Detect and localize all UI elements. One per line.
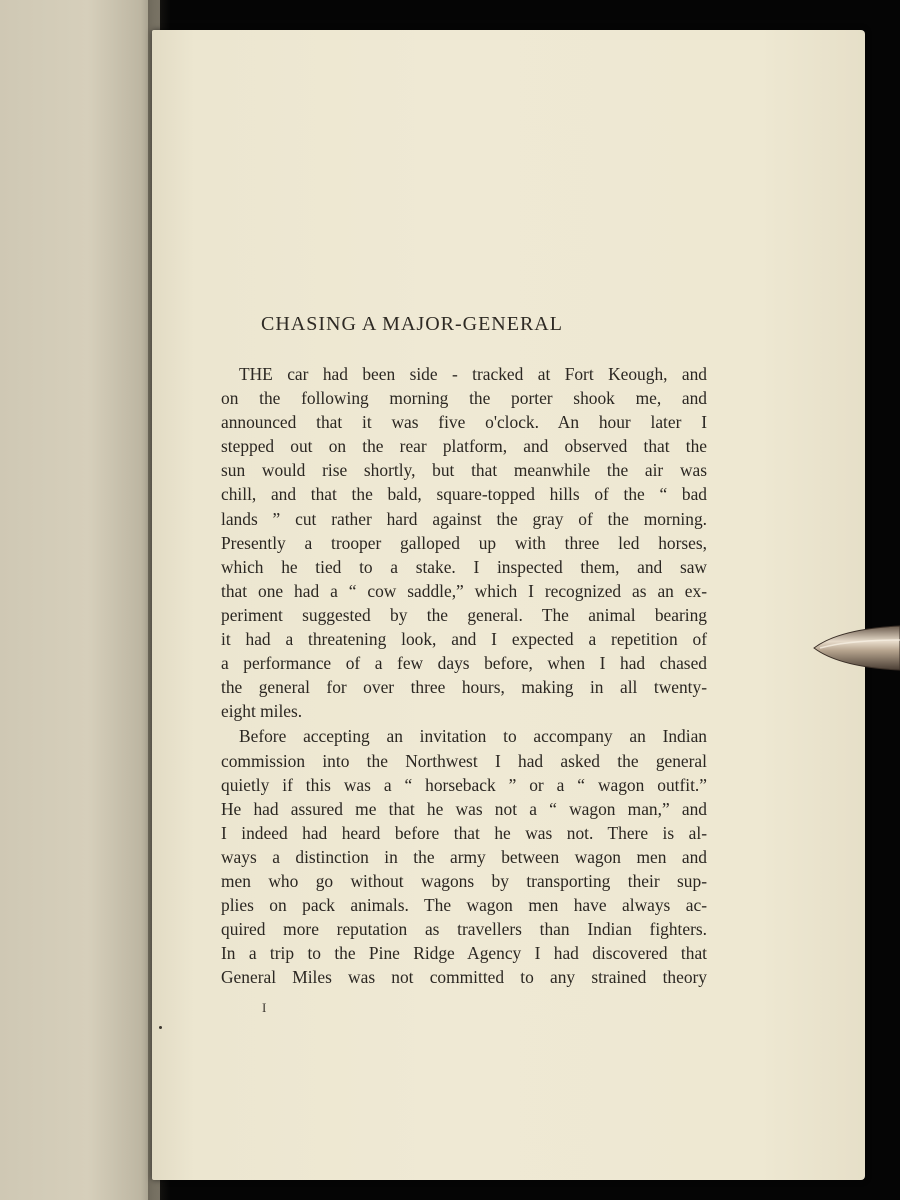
text-line: Before accepting an invitation to accompany an Indian [239,726,707,747]
text-line: plies on pack animals. The wagon men have always ac- [221,895,707,916]
text-line: I indeed had heard before that he was not. There is al- [221,822,707,843]
metal-bookmark-clip [812,618,900,678]
text-line: quired more reputation as travellers than Indian fighters. [221,919,707,940]
text-line: the general for over three hours, making in all twenty- [221,677,707,698]
chapter-title: CHASING A MAJOR-GENERAL [261,313,563,335]
text-line: announced that it was five o'clock. An hour later I [221,412,707,433]
text-line: THE car had been side - tracked at Fort Keough, and [239,364,707,384]
paragraph-1 [221,362,707,723]
text-line: He had assured me that he was not a “ wagon man,” and [221,798,707,819]
text-line: commission into the Northwest I had asked the general [221,750,707,771]
text-line: quietly if this was a “ horseback ” or a “ wagon outfit.” [221,774,707,795]
left-page-edge [0,0,160,1200]
text-line: lands ” cut rather hard against the gray of the morning. [221,508,707,529]
paper-speck [159,1026,162,1029]
text-line: that one had a “ cow saddle,” which I recognized as an ex- [221,580,707,601]
text-line: periment suggested by the general. The animal bearing [221,604,707,625]
text-line: In a trip to the Pine Ridge Agency I had discovered that [221,943,707,964]
text-line: men who go without wagons by transporting their sup- [221,870,707,891]
body-text [221,362,707,989]
text-line: on the following morning the porter shook me, and [221,388,707,409]
text-line: eight miles. [221,701,303,722]
text-line: General Miles was not committed to any strained theory [221,967,707,988]
text-line: Presently a trooper galloped up with three led horses, [221,532,707,553]
text-line: a performance of a few days before, when I had chased [221,653,707,674]
text-line: stepped out on the rear platform, and observed that the [221,436,707,457]
text-line: sun would rise shortly, but that meanwhile the air was [221,460,707,481]
page-number: I [262,1000,267,1015]
text-line: it had a threatening look, and I expected a repetition of [221,629,707,650]
paragraph-2 [221,724,707,989]
text-line: ways a distinction in the army between wagon men and [221,846,707,867]
text-line: which he tied to a stake. I inspected them, and saw [221,556,707,577]
text-line: chill, and that the bald, square-topped hills of the “ bad [221,484,707,505]
